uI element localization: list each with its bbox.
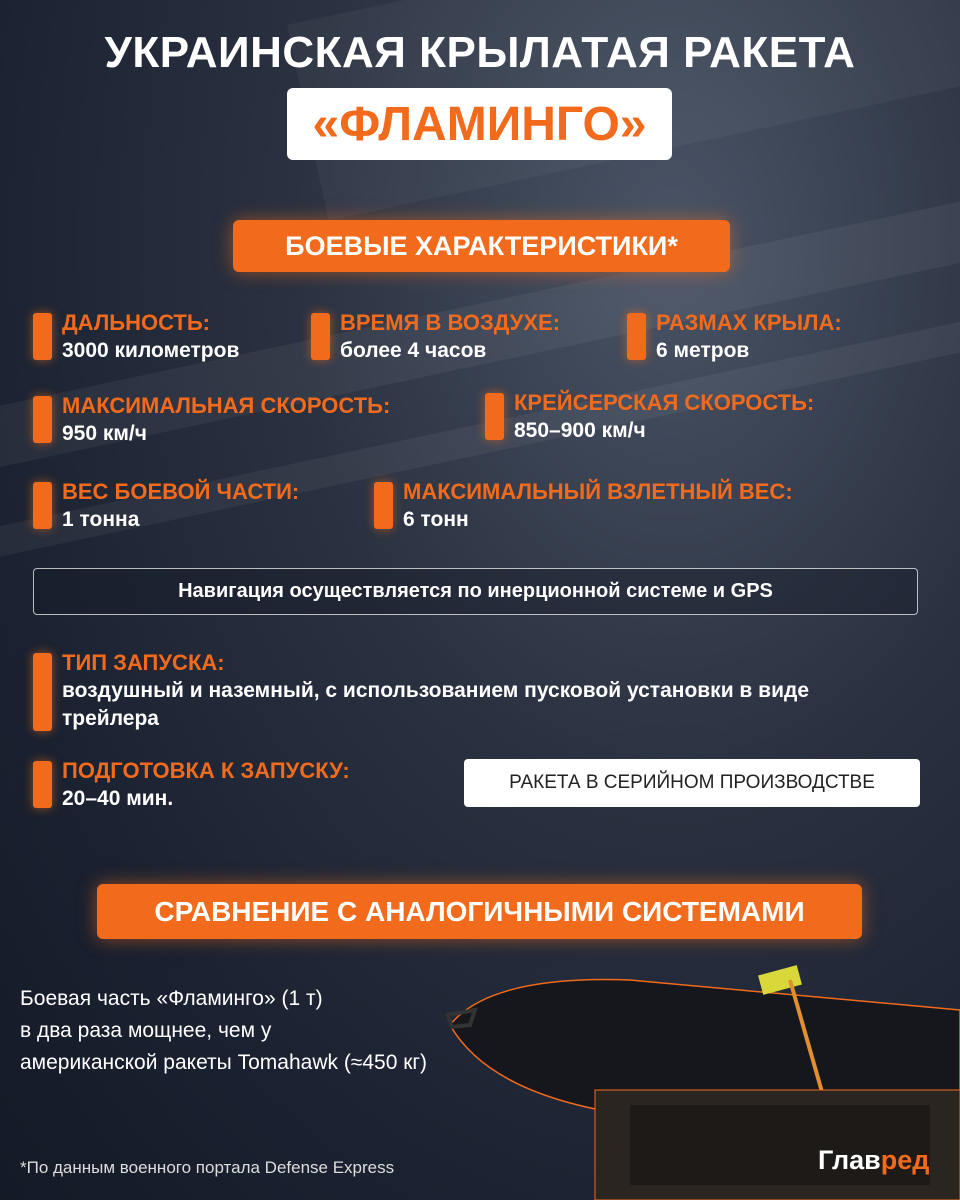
bullet-bar — [33, 761, 52, 808]
stat-value: воздушный и наземный, с использованием пусковой установки в виде трейлера — [62, 679, 810, 730]
stat-launch-prep — [33, 757, 350, 813]
stat-value: 950 км/ч — [62, 422, 147, 445]
bullet-bar — [374, 482, 393, 529]
stat-label: РАЗМАХ КРЫЛА: — [656, 310, 842, 335]
stat-label: КРЕЙСЕРСКАЯ СКОРОСТЬ: — [514, 390, 815, 415]
stat-label: МАКСИМАЛЬНЫЙ ВЗЛЕТНЫЙ ВЕС: — [403, 479, 793, 504]
bullet-bar — [311, 313, 330, 360]
bullet-bar — [33, 396, 52, 443]
stat-value: 850–900 км/ч — [514, 419, 646, 442]
stat-label: МАКСИМАЛЬНАЯ СКОРОСТЬ: — [62, 393, 391, 418]
stat-value: 20–40 мин. — [62, 787, 174, 810]
comparison-line: американской ракеты Tomahawk (≈450 кг) — [20, 1051, 428, 1074]
stat-warhead-weight — [33, 478, 299, 534]
navigation-note: Навигация осуществляется по инерционной системе и GPS — [33, 568, 918, 615]
footnote: *По данным военного портала Defense Express — [20, 1158, 395, 1177]
logo-part: ред — [880, 1145, 930, 1175]
stat-label: ТИП ЗАПУСКА: — [62, 650, 225, 675]
glavred-logo — [818, 1145, 929, 1176]
stat-label: ДАЛЬНОСТЬ: — [62, 310, 210, 335]
bullet-bar — [627, 313, 646, 360]
stat-airtime — [311, 309, 560, 365]
bullet-bar — [33, 653, 52, 731]
comparison-text — [20, 983, 427, 1079]
stat-wingspan — [627, 309, 842, 365]
stat-label: ВЕС БОЕВОЙ ЧАСТИ: — [62, 479, 300, 504]
stat-value: 6 метров — [656, 339, 750, 362]
stat-label: ВРЕМЯ В ВОЗДУХЕ: — [340, 310, 561, 335]
bullet-bar — [485, 393, 504, 440]
stat-value: 6 тонн — [403, 508, 469, 531]
missile-name: «ФЛАМИНГО» — [287, 88, 672, 160]
comparison-line: Боевая часть «Фламинго» (1 т) — [20, 987, 323, 1010]
stat-value: 1 тонна — [62, 508, 140, 531]
bullet-bar — [33, 482, 52, 529]
stat-label: ПОДГОТОВКА К ЗАПУСКУ: — [62, 758, 350, 783]
section-heading-comparison: СРАВНЕНИЕ С АНАЛОГИЧНЫМИ СИСТЕМАМИ — [97, 884, 862, 939]
stat-value: более 4 часов — [340, 339, 487, 362]
section-heading-characteristics: БОЕВЫЕ ХАРАКТЕРИСТИКИ* — [233, 220, 730, 272]
stat-range — [33, 309, 239, 365]
logo-part: Глав — [818, 1145, 881, 1175]
bullet-bar — [33, 313, 52, 360]
stat-value: 3000 километров — [62, 339, 240, 362]
stat-max-speed — [33, 392, 390, 448]
page-title: УКРАИНСКАЯ КРЫЛАТАЯ РАКЕТА — [104, 28, 856, 77]
stat-launch-type — [33, 649, 893, 733]
stat-cruise-speed — [485, 389, 814, 445]
serial-production-badge: РАКЕТА В СЕРИЙНОМ ПРОИЗВОДСТВЕ — [464, 759, 920, 807]
comparison-line: в два раза мощнее, чем у — [20, 1019, 272, 1042]
stat-takeoff-weight — [374, 478, 793, 534]
